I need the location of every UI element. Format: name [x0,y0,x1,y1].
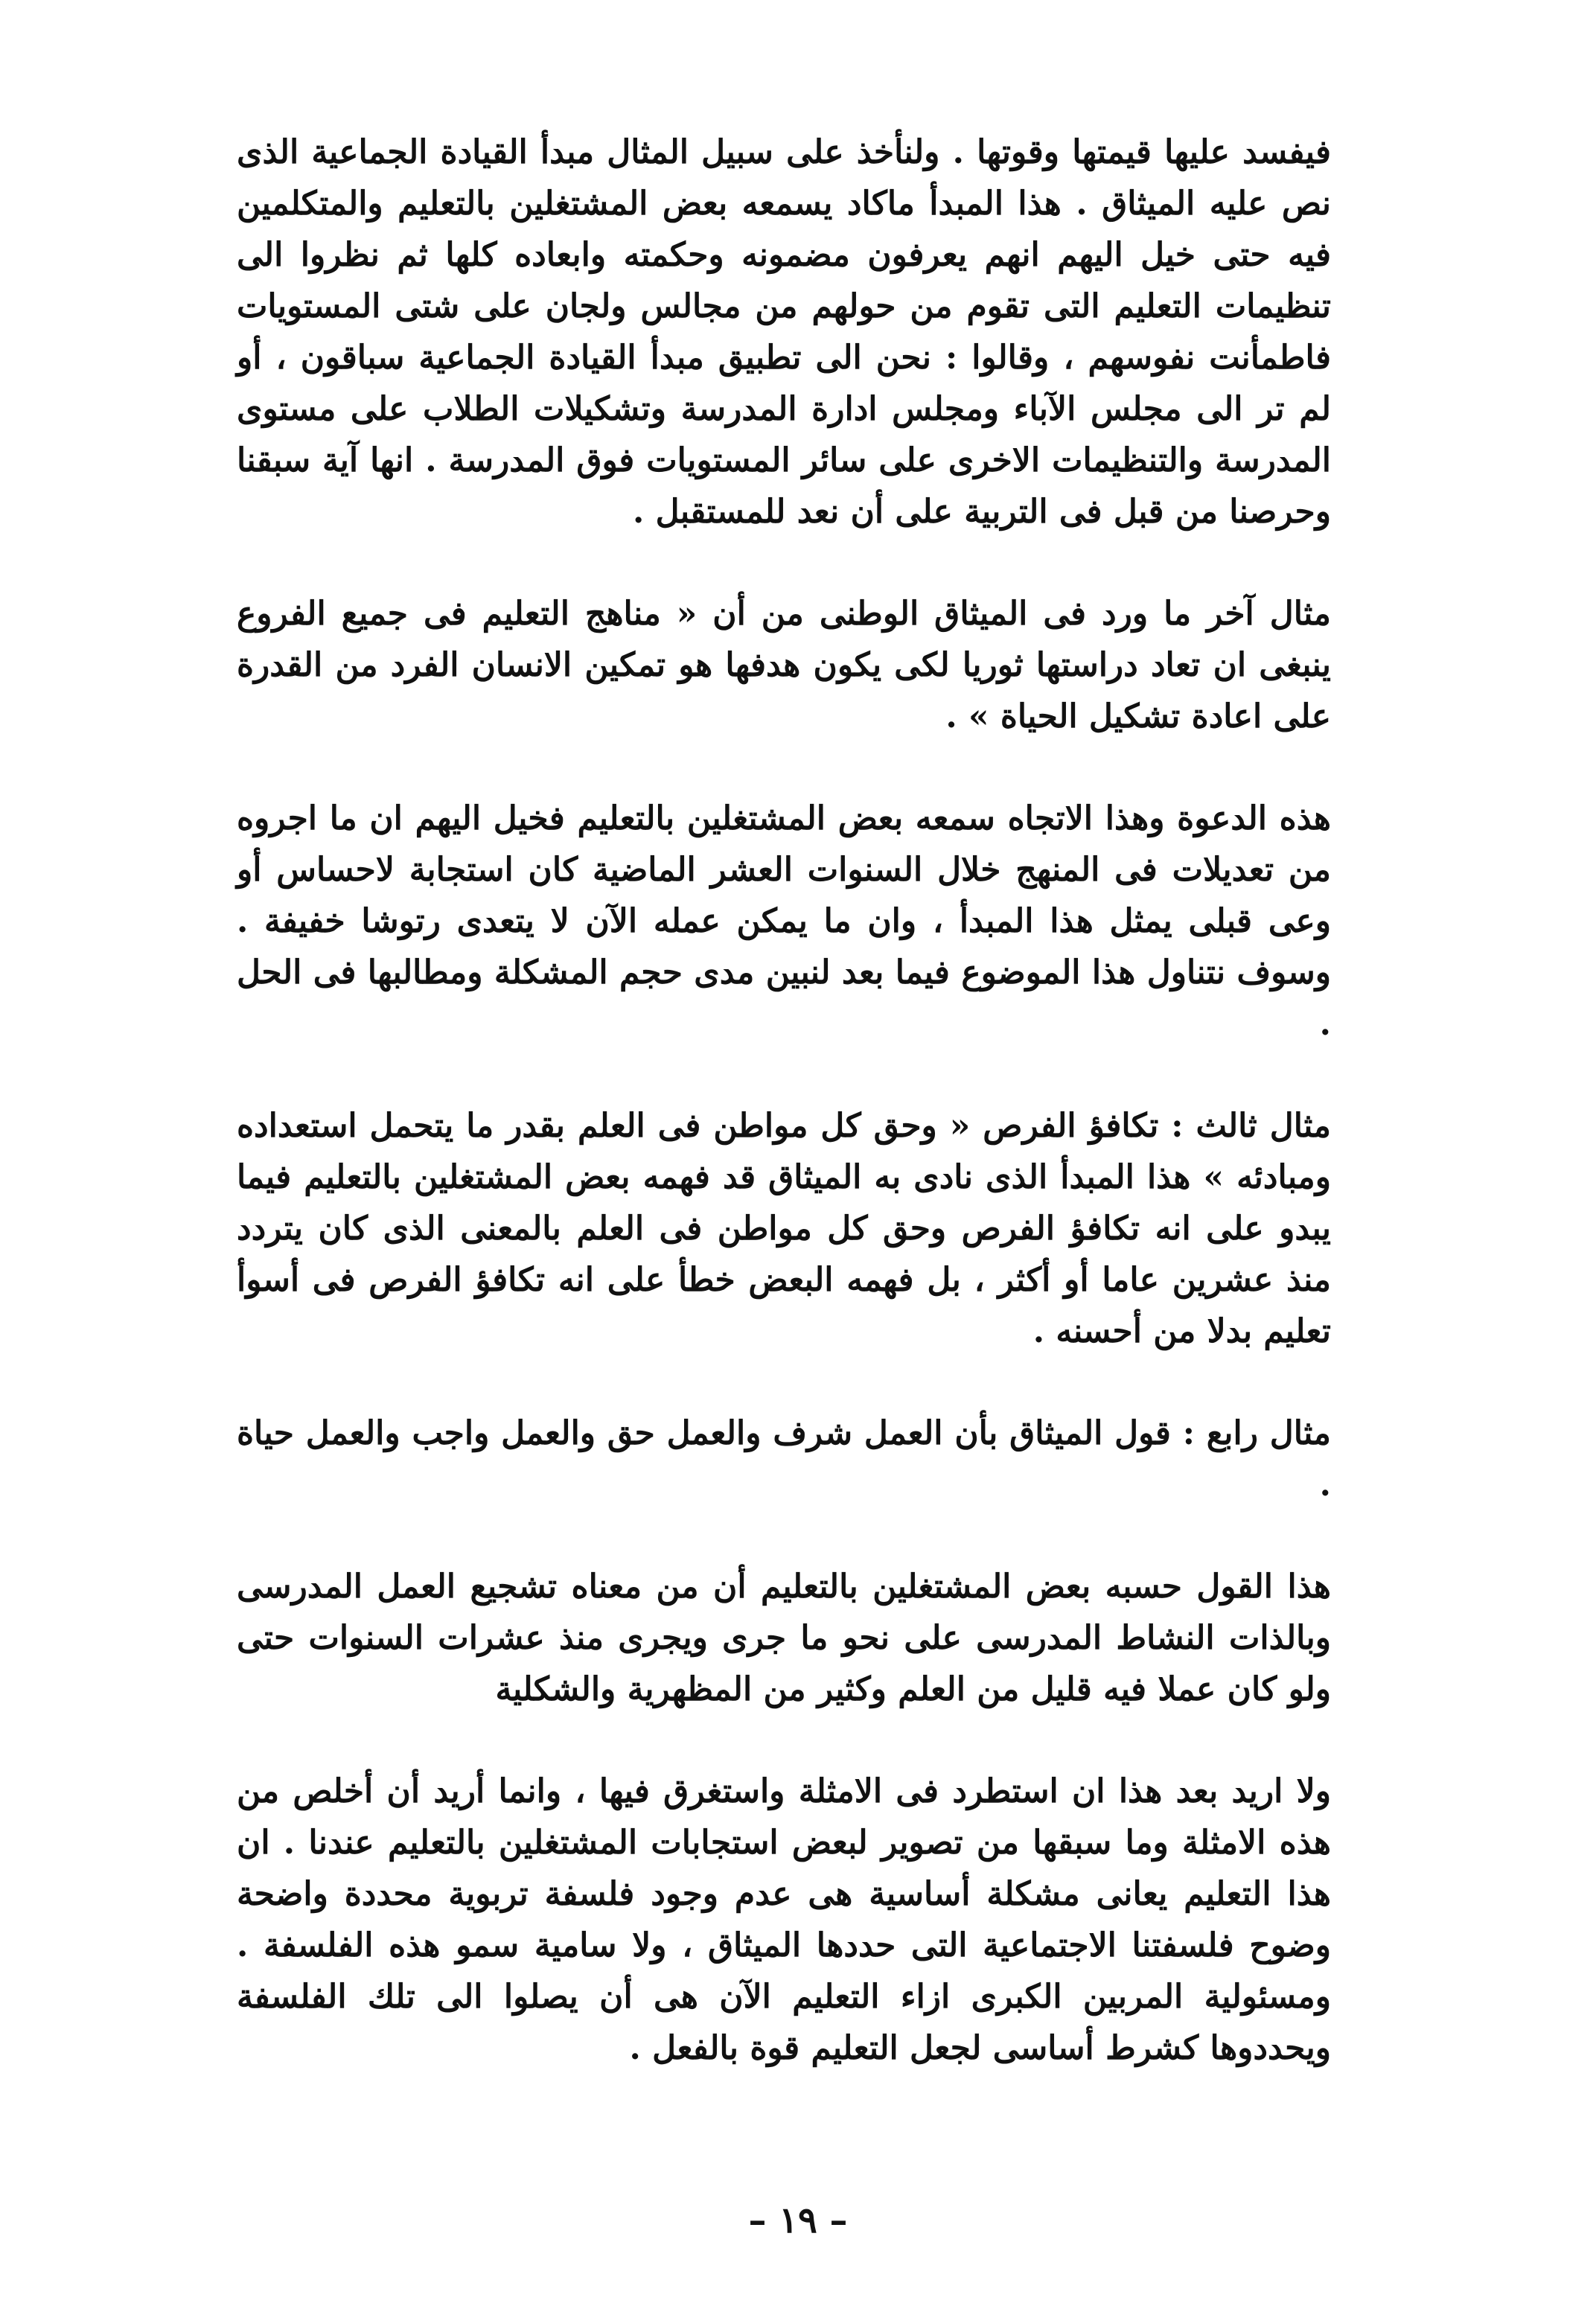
paragraph-5: مثال رابع : قول الميثاق بأن العمل شرف والعمل حق والعمل واجب والعمل حياة . [237,1414,1331,1504]
paragraph-4: مثال ثالث : تكافؤ الفرص « وحق كل مواطن فى العلم بقدر ما يتحمل استعداده ومبادئه » هذا المبدأ الذى نادى به الميثاق قد فهمه بعض المشتغلين بالتعليم فيما يبدو على انه تكافؤ الفرص وحق كل مواطن فى العلم بالمعنى الذى كان يتردد منذ عشرين عاما أو أكثر ، بل فهمه البعض خطأ على انه تكافؤ الفرص فى أسوأ تعليم بدلا من أحسنه . [237,1107,1331,1350]
paragraph-2: مثال آخر ما ورد فى الميثاق الوطنى من أن « مناهج التعليم فى جميع الفروع ينبغى ان تعاد دراستها ثوريا لكى يكون هدفها هو تمكين الانسان الفرد من القدرة على اعادة تشكيل الحياة » . [237,595,1331,735]
paragraph-1: فيفسد عليها قيمتها وقوتها . ولنأخذ على سبيل المثال مبدأ القيادة الجماعية الذى نص عليه الميثاق . هذا المبدأ ماكاد يسمعه بعض المشتغلين بالتعليم والمتكلمين فيه حتى خيل اليهم انهم يعرفون مضمونه وحكمته وابعاده كلها ثم نظروا الى تنظيمات التعليم التى تقوم من حولهم من مجالس ولجان على شتى المستويات فاطمأنت نفوسهم ، وقالوا : نحن الى تطبيق مبدأ القيادة الجماعية سباقون ، أو لم تر الى مجلس الآباء ومجلس ادارة المدرسة وتشكيلات الطلاب على مستوى المدرسة والتنظيمات الاخرى على سائر المستويات فوق المدرسة . انها آية سبقنا وحرصنا من قبل فى التربية على أن نعد للمستقبل . [237,133,1331,531]
page-number: – ١٩ – [748,2200,848,2241]
paragraph-6: هذا القول حسبه بعض المشتغلين بالتعليم أن من معناه تشجيع العمل المدرسى وبالذات النشاط المدرسى على نحو ما جرى ويجرى منذ عشرات السنوات حتى ولو كان عملا فيه قليل من العلم وكثير من المظهرية والشكلية [237,1568,1331,1708]
paragraph-7: ولا اريد بعد هذا ان استطرد فى الامثلة واستغرق فيها ، وانما أريد أن أخلص من هذه الامثلة وما سبقها من تصوير لبعض استجابات المشتغلين بالتعليم عندنا . ان هذا التعليم يعانى مشكلة أساسية هى عدم وجود فلسفة تربوية محددة واضحة وضوح فلسفتنا الاجتماعية التى حددها الميثاق ، ولا سامية سمو هذه الفلسفة . ومسئولية المربين الكبرى ازاء التعليم الآن هى أن يصلوا الى تلك الفلسفة ويحددوها كشرط أساسى لجعل التعليم قوة بالفعل . [237,1772,1331,2067]
paragraph-3: هذه الدعوة وهذا الاتجاه سمعه بعض المشتغلين بالتعليم فخيل اليهم ان ما اجروه من تعديلات فى المنهج خلال السنوات العشر الماضية كان استجابة لاحساس أو وعى قبلى يمثل هذا المبدأ ، وان ما يمكن عمله الآن لا يتعدى رتوشا خفيفة . وسوف نتناول هذا الموضوع فيما بعد لنبين مدى حجم المشكلة ومطالبها فى الحل . [237,799,1331,1043]
body-text [237,127,1331,2074]
